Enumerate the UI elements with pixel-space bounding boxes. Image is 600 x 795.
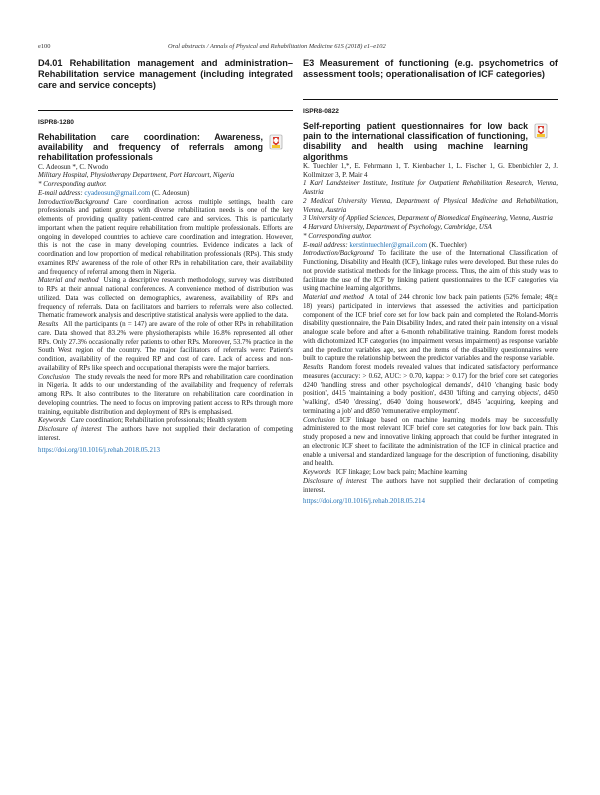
- section-label: Results: [303, 363, 324, 372]
- section-method: [303, 293, 558, 363]
- crossmark-icon[interactable]: [269, 134, 283, 150]
- section-text: A total of 244 chronic low back pain patients (52% female; 48(± 18) years) participated in interviews that assessed the activities and participation component of the ICF brief core set for low back pain and completed the Roland-Morris disability questionnaire, the Pain Disability Index, and rated their pain intensity on a visual analogue scale before and after a 6-month rehabilitative training. Random forest models with dichotomized ICF categories (no impairment versus impairment) as response variable and the predictor variables age, sex and the items of the disability questionnaires were built to capture the relationship between the predictor variables and the response variable.: [303, 293, 558, 363]
- corresponding-note: * Corresponding author.: [38, 180, 107, 189]
- section-text: All the participants (n = 147) are aware of the role of other RPs in rehabilitation care. Data showed that 83.2% were physiotherapists while 16.8% represented all other RPs. Only 27.3% occasionally refer patients to other RPs. Moreover, 53.7% practice in the South West region of the country. The major facilitators of referrals were: Patient's condition, availability of the required RP and cost of care. Lack of access and non-availability of RPs like speech and occupational therapists were the major barriers.: [38, 320, 293, 372]
- section-results: [303, 363, 558, 416]
- abstract-title: Rehabilitation care coordination: Awareness, availability and frequency of referrals among rehabilitation professionals: [38, 131, 263, 163]
- section-label: Keywords: [38, 416, 66, 425]
- section-conclusion: [38, 373, 293, 417]
- page-number: e100: [38, 43, 51, 50]
- section-text: Random forest models revealed values that indicated satisfactory performance measures (accuracy: > 0.62, AUC: > 0.70, kappa: > 0.17) for the brief core set categories d240 'handling stress and other psychological demands', d410 'changing basic body position', d415 'maintaining a body position', d430 'lifting and carrying objects', d450 'walking', d540 'dressing', d640 'doing housework', d845 'acquiring, keeping and terminating a job' and d850 'remunerative employment'.: [303, 363, 558, 415]
- crossmark-icon[interactable]: [534, 123, 548, 139]
- email-line: [303, 241, 558, 250]
- section-conclusion: [303, 416, 558, 469]
- doi: [303, 497, 558, 506]
- affiliation: 1 Karl Landsteiner Institute, Institute for Outpatient Rehabilitation Research, Vienna, Austria: [303, 179, 558, 197]
- section-label: Conclusion: [38, 372, 70, 381]
- section-text: The authors have not supplied their declaration of competing interest.: [303, 476, 558, 494]
- abstract-title: Self-reporting patient questionnaires for low back pain to the international classification of functioning, disability and health using machine learning algorithms: [303, 120, 528, 162]
- section-label: Material and method: [38, 276, 99, 285]
- section-keywords: [303, 468, 558, 477]
- email-line: [38, 189, 293, 198]
- section-label: Keywords: [303, 468, 331, 477]
- section-disclosure: [38, 425, 293, 443]
- section-label: Material and method: [303, 293, 364, 302]
- doi-link[interactable]: https://doi.org/10.1016/j.rehab.2018.05.213: [38, 445, 160, 454]
- section-label: Introduction/Background: [38, 197, 109, 206]
- section-label: Results: [38, 320, 59, 329]
- section-text: Using a descriptive research methodology, survey was distributed to RPs at their annual national conferences. A convenience method of distribution was utilized. Data was collected on demographics, awareness, availability of RPs and frequency of referrals. Data on facilitators and barriers to referrals were also collected. Thematic framework analysis and descriptive statistical analysis were applied to the data.: [38, 276, 293, 320]
- email-label: E-mail address:: [38, 188, 83, 197]
- section-text: The authors have not supplied their declaration of competing interest.: [38, 425, 293, 442]
- abstract-title-block: [38, 132, 293, 163]
- journal-citation: Oral abstracts / Annals of Physical and Rehabilitation Medicine 61S (2018) e1–e102: [168, 43, 386, 50]
- author-list: K. Tuechler 1,*, E. Fehrmann 1, T. Kienbacher 1, L. Fischer 1, G. Ebenbichler 2, J. Kollmitzer 3, P. Mair 4: [303, 161, 558, 179]
- abstract-id: ISPR8-1280: [38, 119, 74, 126]
- corresponding-note: * Corresponding author.: [303, 231, 372, 240]
- section-label: Introduction/Background: [303, 249, 374, 258]
- section-introduction: [38, 198, 293, 277]
- abstract-id: ISPR8-0822: [303, 108, 339, 115]
- affiliation: 3 University of Applied Sciences, Deparment of Biomedical Engineering, Vienna, Austria: [303, 214, 553, 223]
- left-column: [38, 58, 293, 454]
- section-title: E3 Measurement of functioning (e.g. psychometrics of assessment tools; operationalisation of ICF categories): [303, 58, 558, 100]
- affiliation: 4 Harvard University, Department of Psychology, Cambridge, USA: [303, 223, 492, 232]
- section-text: ICF linkage; Low back pain; Machine learning: [335, 468, 468, 477]
- abstract-title-block: [303, 121, 558, 162]
- email-name: (K. Tuechler): [428, 240, 467, 249]
- section-text: Care coordination across multiple settings, health care professionals and patient groups with diverse rehabilitation needs is one of the key elements of providing quality patient-centred care and services. This is particularly important when the patient require rehabilitation from multiple professionals. Efforts are ongoing in developed countries to achieve care coordination and integration. However, this is not the case in many developing countries. Evidence indicates a lack of coordination and low proportion of medical rehabilitation professionals (RPs). This study examines RPs' awareness of the role of other RPs in rehabilitation care, their availability and frequency of referral among them in Nigeria.: [38, 197, 293, 276]
- section-label: Disclosure of interest: [303, 476, 367, 485]
- email-label: E-mail address:: [303, 240, 348, 249]
- section-method: [38, 276, 293, 320]
- email-link[interactable]: cyadeosun@gmail.com: [84, 188, 151, 197]
- section-text: ICF linkage based on machine learning models may be successfully administered to the most relevant ICF brief core set categories for low back pain. This study proposed a new and innovative linking approach that could be further integrated in an electronic ICF sheet to facilitate the administration of the ICF in clinical practice and enable a universal and standardized language for the description of functioning, disability and health.: [303, 415, 558, 468]
- section-title: D4.01 Rehabilitation management and administration–Rehabilitation service management (including integrated care and service concepts): [38, 58, 293, 111]
- section-text: To facilitate the use of the International Classification of Functioning, Disability and Health (ICF), linkage rules were developed. But these rules do not provide statistical methods for the linkage process. Thus, the aim of this study was to facilitate the use of the ICF by linking patient questionnaires to the ICF categories via using machine learning algorithms.: [303, 249, 558, 293]
- author-list: C. Adeosun *, C. Nwodo: [38, 162, 109, 171]
- right-column: [303, 58, 558, 506]
- section-label: Disclosure of interest: [38, 425, 102, 434]
- section-disclosure: [303, 477, 558, 495]
- affiliation: 2 Medical University Vienna, Department of Physical Medicine and Rehabilitation, Vienna, Austria: [303, 196, 558, 214]
- section-introduction: [303, 249, 558, 293]
- doi: [38, 446, 293, 455]
- email-name: (C. Adeosun): [151, 188, 190, 197]
- section-results: [38, 320, 293, 373]
- doi-link[interactable]: https://doi.org/10.1016/j.rehab.2018.05.214: [303, 497, 425, 506]
- section-text: The study reveals the need for more RPs and rehabilitation care coordination in Nigeria. It adds to our understanding of the availability and frequency of referrals among RPs. It also contributes to the literature on rehabilitation care coordination in developing countries. The need to focus on improving patient access to RPs through more training, equitable distribution and deployment of RPs is emphasised.: [38, 372, 293, 416]
- section-label: Conclusion: [303, 415, 335, 424]
- affiliation: Military Hospital, Physiotherapy Department, Port Harcourt, Nigeria: [38, 171, 235, 180]
- email-link[interactable]: kerstintuechler@gmail.com: [349, 240, 428, 249]
- section-text: Care coordination; Rehabilitation professionals; Health system: [70, 416, 247, 425]
- section-keywords: [38, 416, 293, 425]
